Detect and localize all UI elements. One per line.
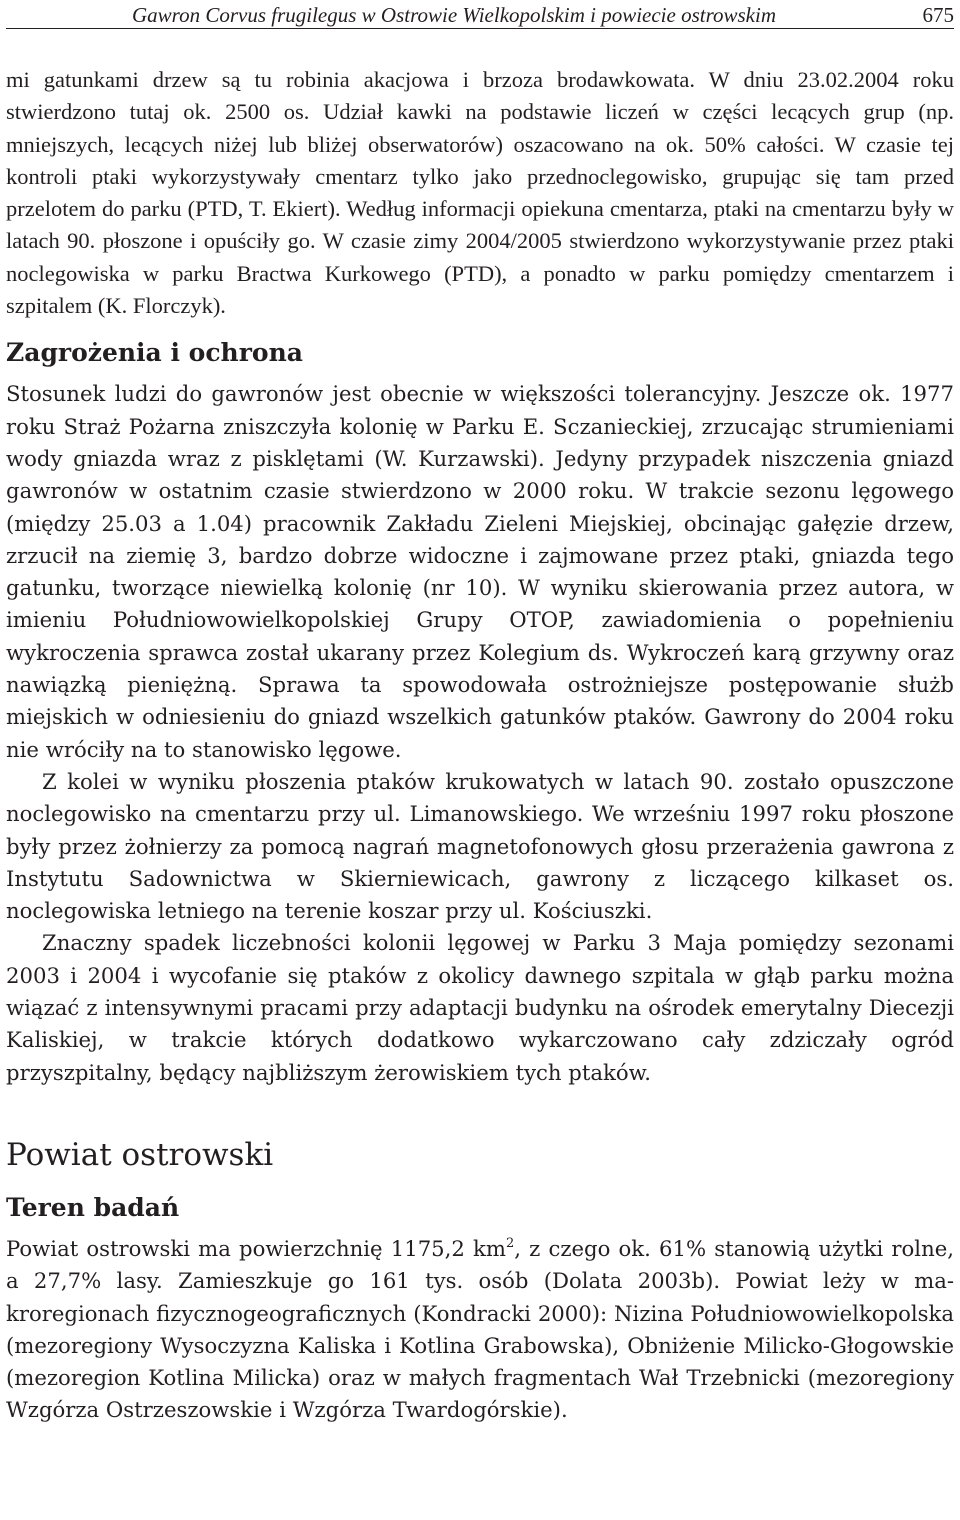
text-area-part: Powiat ostrowski ma powierzchnię 1175,2 km [6, 1235, 506, 1261]
text-area-rest: , z czego ok. 61% stanowią użytki rolne, a 27,7% lasy. Zamieszkuje go 161 tys. osób (Dolata 2003b). Powiat leży w makroregionach fizycznogeograficznych (Kondracki 2000): Nizina Południowowielkopolska (mezoregiony Wysoczyzna Kaliska i Kotlina Grabowska), Obniżenie Milicko-Głogowskie (mezoregion Kotlina Milicka) oraz w małych fragmentach Wał Trzebnicki (mezoregiony Wzgórza Ostrzeszowskie i Wzgórza Twardogórskie). [6, 1235, 954, 1423]
running-title: Gawron Corvus frugilegus w Ostrowie Wielkopolskim i powiecie ostrowskim [132, 3, 776, 27]
page-number: 675 [922, 3, 954, 27]
paragraph-continued: mi gatunkami drzew są tu robinia akacjowa i brzoza brodawkowata. W dniu 23.02.2004 roku stwierdzono tutaj ok. 2500 os. Udział kawki na podstawie liczeń w części lecących grup (np. mniejszych, lecących niżej lub bliżej obserwatorów) oszacowano na ok. 50% całości. W czasie tej kontroli ptaki wykorzystywały cmentarz tylko jako przednoclegowisko, grupując się tam przed przelotem do parku (PTD, T. Ekiert). Według informacji opiekuna cmentarza, ptaki na cmentarzu były w latach 90. płoszone i opuściły go. W czasie zimy 2004/2005 stwierdzono wykorzystywanie przez ptaki noclegowiska w parku Bractwa Kurkowego (PTD), a ponadto w parku pomiędzy cmentarzem i szpitalem (K. Florczyk). [6, 67, 954, 319]
superscript-2: 2 [505, 1235, 515, 1251]
document-body [6, 64, 954, 1427]
section-heading-powiat: Powiat ostrowski [6, 1136, 274, 1173]
running-header [6, 2, 954, 29]
paragraph-colony-decline: Znaczny spadek liczebności kolonii lęgowej w Parku 3 Maja pomiędzy sezonami 2003 i 2004 i wycofanie się ptaków z okolicy dawnego szpitala w głąb parku można wiązać z intensywnymi pracami przy adaptacji budynku na ośrodek emerytalny Diecezji Kaliskiej, w trakcie których dodatkowo wykarczowano cały zdziczały ogród przyszpitalny, będący najbliższym żerowiskiem tych ptaków. [6, 930, 954, 1085]
paragraph-study-area [6, 1233, 954, 1427]
paragraph-threats: Stosunek ludzi do gawronów jest obecnie w większości tolerancyjny. Jeszcze ok. 1977 roku Straż Pożarna zniszczyła kolonię w Parku E. Sczanieckiej, zrzucając strumieniami wody gniazda wraz z pisklętami (W. Kurzawski). Jedyny przypadek niszczenia gniazd gawronów w ostatnim czasie stwierdzono w 2000 roku. W trakcie sezonu lęgowego (między 25.03 a 1.04) pracownik Zakładu Zieleni Miejskiej, obcinając gałęzie drzew, zrzucił na ziemię 3, bardzo dobrze widoczne i zajmowane przez ptaki, gniazda tego gatunku, tworzące niewielką kolonię (nr 10). W wyniku skierowania przez autora, w imieniu Południowowielkopolskiej Grupy OTOP, zawiadomienia o popełnieniu wykroczenia sprawca został ukarany przez Kolegium ds. Wykroczeń karą grzywny oraz nawiązką pieniężną. Sprawa ta spowodowała ostrożniejsze postępowanie służb miejskich w odniesieniu do gniazd wszelkich gatunków ptaków. Gawrony do 2004 roku nie wróciły na to stanowisko lęgowe. [6, 381, 954, 762]
heading-study-area: Teren badań [6, 1192, 180, 1222]
paragraph-roost-disturbance: Z kolei w wyniku płoszenia ptaków krukowatych w latach 90. zostało opuszczone noclegowisko na cmentarzu przy ul. Limanowskiego. We wrześniu 1997 roku płoszone były przez żołnierzy za pomocą nagrań magnetofonowych głosu przerażenia gawrona z Instytutu Sadownictwa w Skierniewicach, gawrony z liczącego kilkaset os. noclegowiska letniego na terenie koszar przy ul. Kościuszki. [6, 768, 954, 924]
heading-threats: Zagrożenia i ochrona [6, 338, 303, 368]
